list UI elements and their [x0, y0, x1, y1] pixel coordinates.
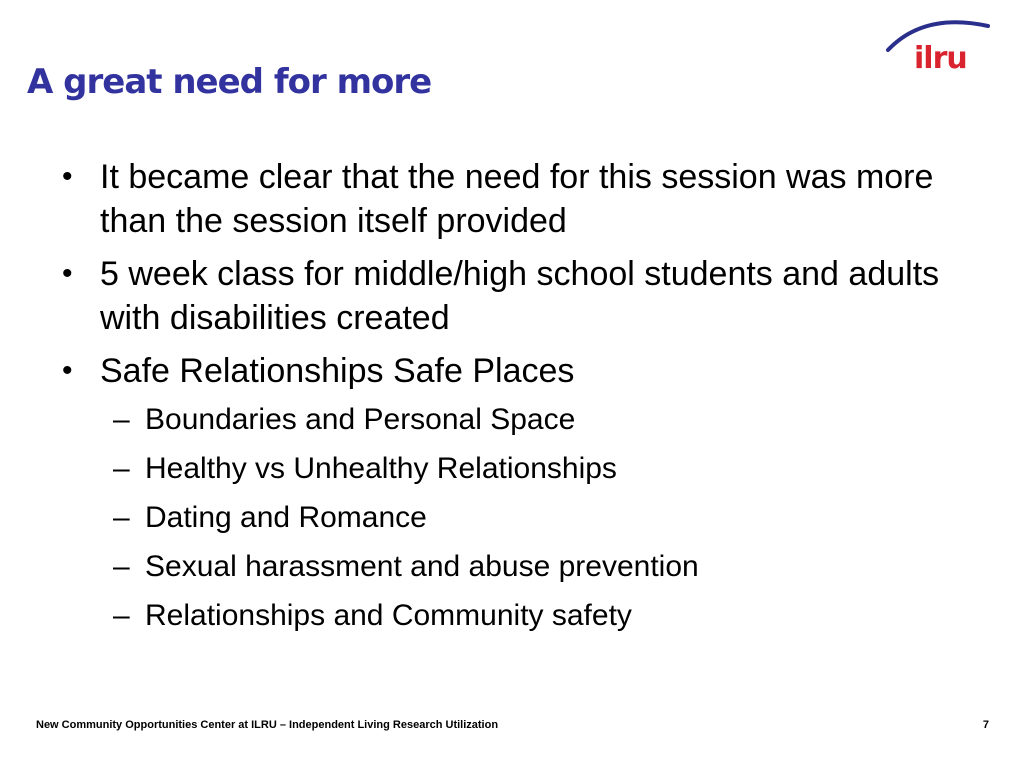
page-number: 7 — [982, 719, 989, 731]
sub-bullet-marker: – — [113, 452, 130, 485]
bullet-marker: • — [62, 160, 73, 193]
footer-text: New Community Opportunities Center at ILRU – Independent Living Research Utilization — [36, 719, 499, 731]
sub-bullet-item — [113, 597, 965, 635]
sub-bullet-marker: – — [113, 403, 130, 436]
sub-bullet-marker: – — [113, 501, 130, 534]
bullet-item — [62, 252, 950, 340]
sub-bullet-item — [113, 499, 965, 537]
sub-bullet-text: Boundaries and Personal Space — [145, 403, 576, 436]
sub-bullet-item — [113, 401, 965, 439]
sub-bullet-item — [113, 548, 965, 586]
sub-bullet-item — [113, 450, 965, 488]
sub-bullet-text: Dating and Romance — [145, 501, 427, 534]
slide-title: A great need for more — [27, 62, 432, 102]
sub-bullet-text: Sexual harassment and abuse prevention — [145, 550, 699, 583]
bullet-text: Safe Relationships Safe Places — [100, 352, 575, 390]
bullet-item — [62, 349, 950, 393]
sub-bullet-marker: – — [113, 599, 130, 632]
sub-bullet-text: Relationships and Community safety — [145, 599, 632, 632]
bullet-text: 5 week class for middle/high school students and adults with disabilities created — [100, 255, 940, 337]
bullet-item — [62, 155, 950, 243]
bullet-text: It became clear that the need for this session was more than the session itself provided — [100, 158, 934, 240]
bullet-marker: • — [62, 257, 73, 290]
sub-bullet-marker: – — [113, 550, 130, 583]
logo-text: ilru — [914, 41, 967, 74]
ilru-logo — [884, 14, 994, 74]
bullet-marker: • — [62, 354, 73, 387]
sub-bullet-text: Healthy vs Unhealthy Relationships — [145, 452, 617, 485]
